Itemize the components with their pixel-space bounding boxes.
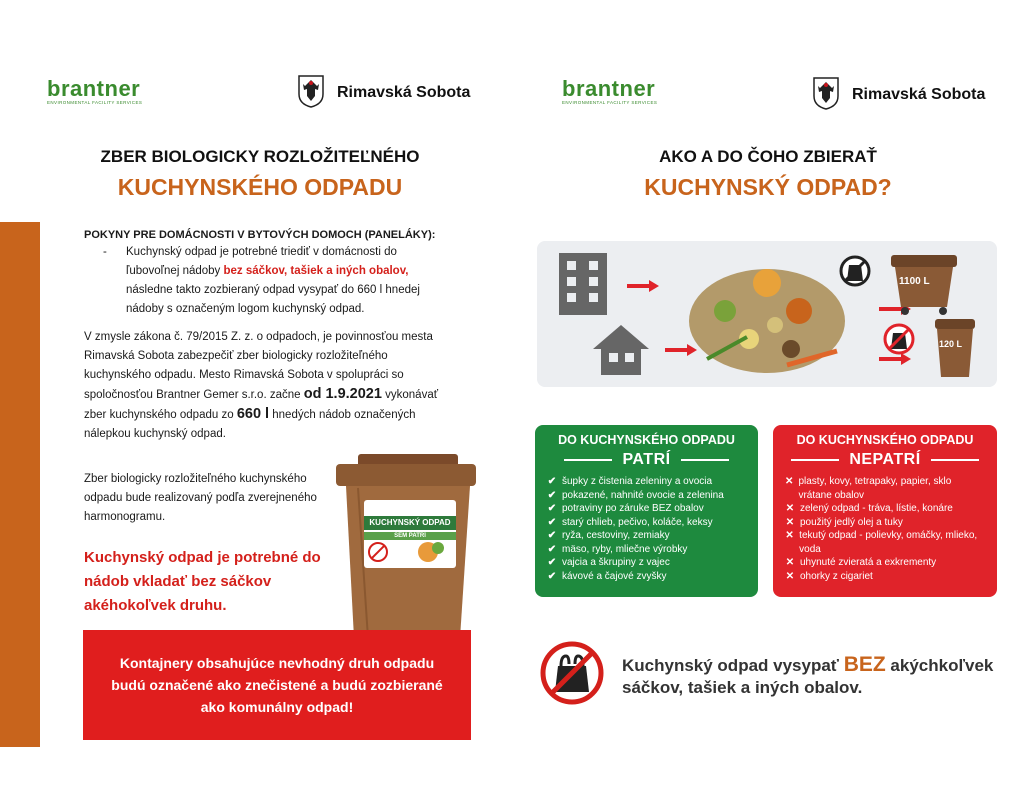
belongs-item: ✔ vajcia a škrupiny z vajec	[547, 557, 670, 568]
belongs-item: ✔ pokazené, nahnité ovocie a zelenina	[547, 489, 724, 501]
brown-bin-image	[328, 448, 478, 638]
paragraph-schedule: Zber biologicky rozložiteľného kuchynského odpadu bude realizovaný podľa zverejneného harmonogramu.	[84, 473, 317, 523]
bottom-instruction: Kuchynský odpad vysypať BEZ akýchkoľvek sáčkov, tašiek a iných obalov.	[622, 653, 994, 697]
collection-illustration	[537, 241, 997, 387]
not-belongs-heading: DO KUCHYNSKÉHO ODPADU	[796, 433, 974, 447]
house-icon	[593, 325, 649, 375]
check-icon: ✔	[547, 570, 557, 582]
small-bin-label: 120 L	[939, 339, 963, 349]
instruction-bullet	[103, 243, 453, 319]
not-belongs-item: ✕ uhynuté zvieratá a exkrementy	[785, 557, 937, 568]
brand-tagline: ENVIRONMENTAL FACILITY SERVICES	[47, 100, 143, 105]
cross-icon: ✕	[785, 557, 795, 568]
check-icon: ✔	[547, 503, 557, 514]
apartment-building-icon	[559, 253, 607, 315]
cross-icon: ✕	[785, 516, 795, 528]
instructions-heading: POKYNY PRE DOMÁCNOSTI V BYTOVÝCH DOMOCH (PANELÁKY):	[84, 229, 436, 241]
belongs-item: ✔ ryža, cestoviny, zemiaky	[547, 530, 670, 541]
belongs-item: ✔ kávové a čajové zvyšky	[547, 570, 667, 582]
food-waste-image	[689, 269, 845, 373]
brand-tagline: ENVIRONMENTAL FACILITY SERVICES	[562, 100, 658, 105]
bullet-text: Kuchynský odpad je potrebné triediť v domácnosti do ľubovoľnej nádoby bez sáčkov, tašiek a iných obalov, následne takto zozbieraný odpad vysypať do 660 l hnedej nádoby s označeným logom kuchynský odpad.	[126, 246, 420, 315]
not-belongs-item: ✕ plasty, kovy, tetrapaky, papier, sklo vrátane obalov	[785, 476, 952, 501]
paragraph-law: V zmysle zákona č. 79/2015 Z. z. o odpadoch, je povinnosťou mesta Rimavská Sobota zabezpečiť zber biologicky rozložiteľného kuchynského odpadu. Mesto Rimavská Sobota v spolupráci so spoločnosťou Brantner Gemer s.r.o. začne od 1.9.2021 vykonávať zber kuchynského odpadu zo 660 l hnedých nádob označených nálepkou kuchynský odpad.	[84, 331, 439, 440]
cross-icon: ✕	[785, 530, 794, 541]
check-icon: ✔	[547, 476, 557, 487]
city-name-right: Rimavská Sobota	[852, 86, 986, 103]
belongs-verdict: PATRÍ	[547, 451, 746, 469]
city-name-left: Rimavská Sobota	[337, 84, 471, 101]
brand-name: brantner	[47, 76, 141, 101]
large-bin-label: 1100 L	[899, 276, 930, 287]
bin-sticker-title: KUCHYNSKÝ ODPAD	[369, 518, 451, 527]
check-icon: ✔	[547, 516, 557, 528]
not-belongs-item: ✕ tekutý odpad - polievky, omáčky, mlieko, voda	[785, 530, 978, 555]
no-plastic-bag-icon	[539, 640, 605, 706]
cross-icon: ✕	[785, 503, 795, 514]
check-icon: ✔	[547, 489, 557, 501]
warning-box	[83, 630, 471, 740]
illustration-svg	[537, 241, 997, 387]
belongs-item: ✔ starý chlieb, pečivo, koláče, keksy	[547, 516, 713, 528]
brantner-logo-left	[47, 78, 142, 106]
not-belongs-item: ✕ ohorky z cigariet	[785, 570, 873, 582]
warning-text: Kontajnery obsahujúce nevhodný druh odpadu budú označené ako znečistené a budú zozbierané ako komunálny odpad!	[111, 655, 443, 715]
not-belongs-item: ✕ použitý jedlý olej a tuky	[785, 516, 903, 528]
belongs-item: ✔ potraviny po záruke BEZ obalov	[547, 503, 704, 514]
not-belongs-verdict: NEPATRÍ	[785, 451, 985, 469]
belongs-item: ✔ šupky z čistenia zeleniny a ovocia	[547, 476, 713, 487]
belongs-list	[547, 475, 746, 583]
city-crest-icon	[812, 76, 840, 110]
callout-no-bags: Kuchynský odpad je potrebné do nádob vkladať bez sáčkov akéhokoľvek druhu.	[84, 549, 321, 614]
brand-name: brantner	[562, 76, 656, 101]
belongs-heading: DO KUCHYNSKÉHO ODPADU	[558, 433, 735, 447]
city-crest-icon	[297, 74, 325, 108]
cross-icon: ✕	[785, 476, 794, 487]
belongs-item: ✔ mäso, ryby, mliečne výrobky	[547, 543, 688, 555]
not-belongs-panel	[773, 425, 997, 597]
right-title-line2: KUCHYNSKÝ ODPAD?	[644, 174, 892, 200]
left-title-line2: KUCHYNSKÉHO ODPADU	[117, 174, 403, 200]
not-belongs-list	[785, 475, 985, 583]
check-icon: ✔	[547, 530, 557, 541]
check-icon: ✔	[547, 543, 557, 555]
belongs-panel	[535, 425, 758, 597]
right-title-line1: AKO A DO ČOHO ZBIERAŤ	[659, 147, 877, 166]
no-bag-sign-icon	[841, 257, 869, 285]
left-title-line1: ZBER BIOLOGICKY ROZLOŽITEĽNÉHO	[100, 147, 420, 166]
cross-icon: ✕	[785, 570, 795, 582]
no-bag-sign-icon	[885, 325, 913, 353]
bullet-dash: -	[103, 246, 107, 258]
check-icon: ✔	[547, 557, 557, 568]
left-accent-bar	[0, 222, 40, 747]
bin-sticker-sub: SEM PATRÍ	[394, 533, 426, 539]
not-belongs-item: ✕ zelený odpad - tráva, lístie, konáre	[785, 503, 953, 514]
brantner-logo-right	[562, 78, 657, 106]
